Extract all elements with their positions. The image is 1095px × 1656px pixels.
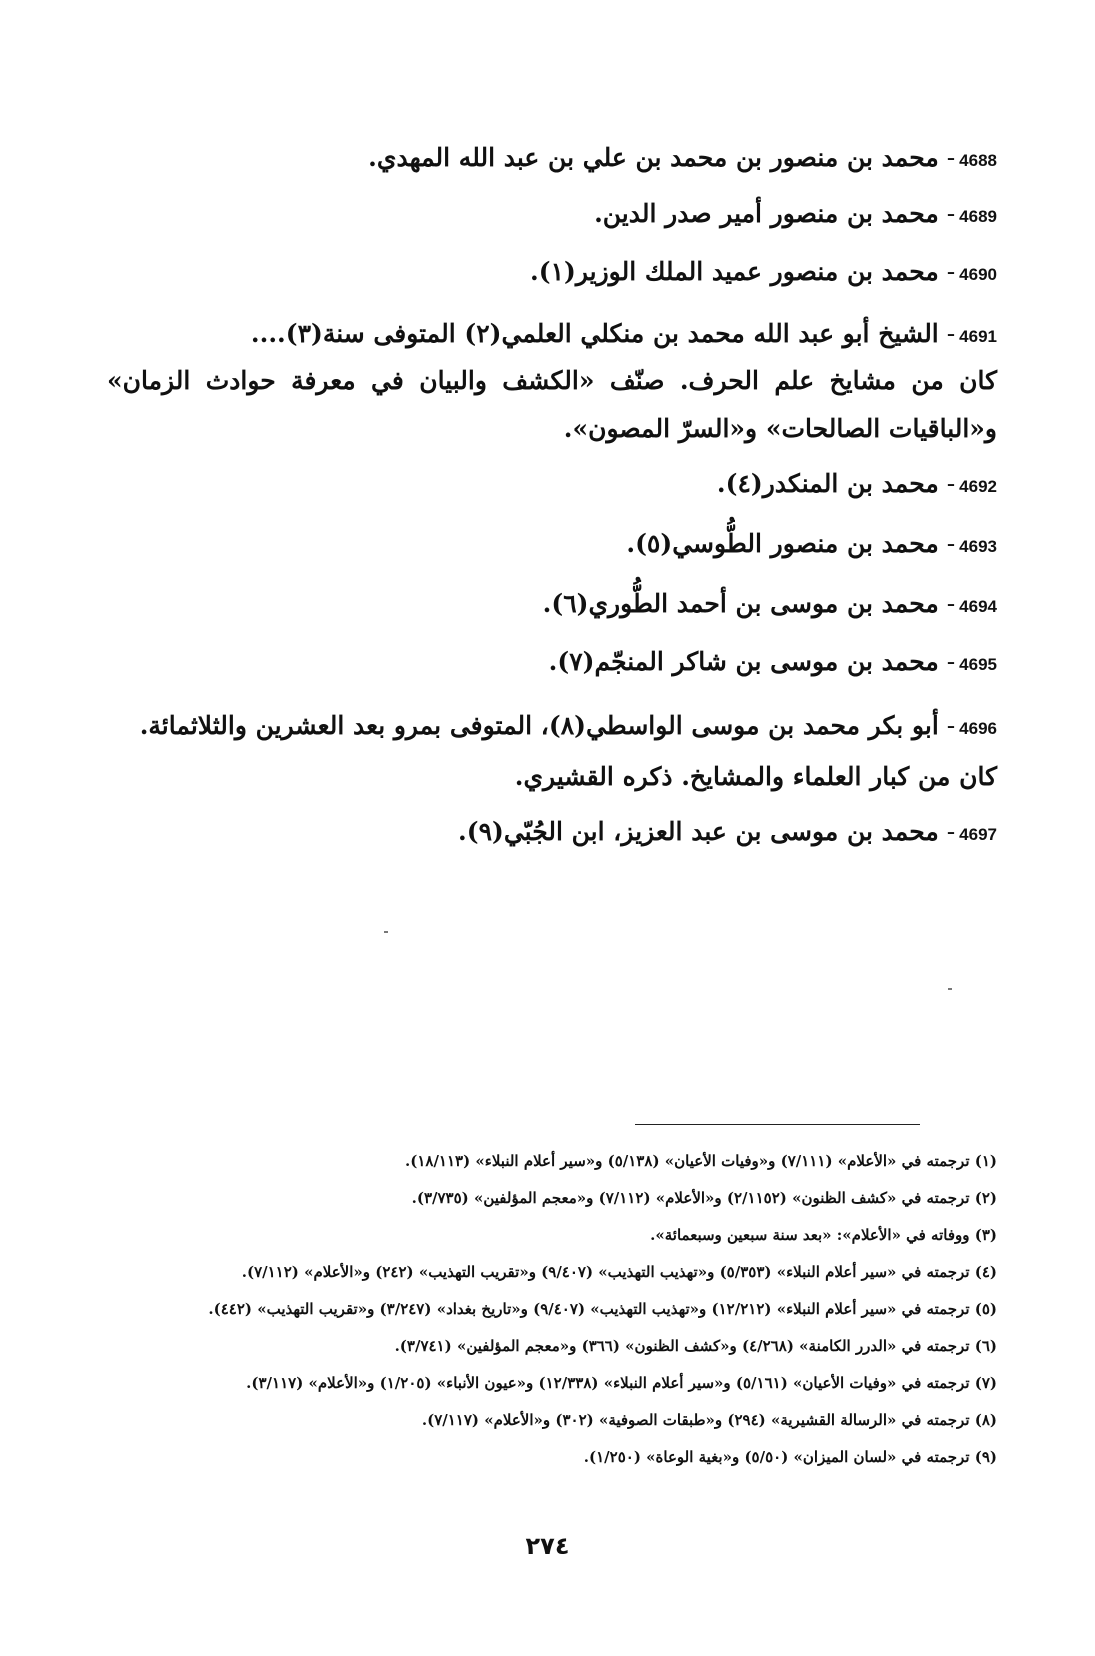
entry-text: محمد بن منصور بن محمد بن علي بن عبد الله المهدي. (368, 143, 939, 172)
entry-4697: 4697- محمد بن موسى بن عبد العزيز، ابن الجُبّي(٩). (458, 817, 997, 846)
footnote-4: (٤) ترجمته في «سير أعلام النبلاء» (٥/٣٥٣) و«تهذيب التهذيب» (٩/٤٠٧) و«تقريب التهذيب» (٢٤٢) و«الأعلام» (٧/١١٢). (241, 1263, 997, 1281)
speck-mark (384, 931, 388, 933)
entry-text: محمد بن المنكدر(٤). (716, 469, 939, 498)
entry-4693: 4693- محمد بن منصور الطُّوسي(٥). (626, 529, 997, 558)
entry-number: 4691 (959, 327, 997, 346)
entry-text: أبو بكر محمد بن موسى الواسطي(٨)، المتوفى بمرو بعد العشرين والثلاثمائة. كان من كبار العلماء والمشايخ. ذكره القشيري. (139, 711, 997, 791)
entry-number: 4695 (959, 655, 997, 674)
footnote-7: (٧) ترجمته في «وفيات الأعيان» (٥/١٦١) و«سير أعلام النبلاء» (١٢/٣٣٨) و«عيون الأنباء» (١/٢٠٥) و«الأعلام» (٣/١١٧). (246, 1374, 997, 1392)
entry-4695: 4695- محمد بن موسى بن شاكر المنجّم(٧). (548, 647, 997, 676)
entry-number: 4693 (959, 537, 997, 556)
entry-number: 4694 (959, 597, 997, 616)
footnote-2: (٢) ترجمته في «كشف الظنون» (٢/١١٥٢) و«الأعلام» (٧/١١٢) و«معجم المؤلفين» (٣/٧٣٥). (411, 1189, 997, 1207)
footnote-8: (٨) ترجمته في «الرسالة القشيرية» (٢٩٤) و«طبقات الصوفية» (٣٠٢) و«الأعلام» (٧/١١٧). (421, 1411, 997, 1429)
entry-number: 4692 (959, 477, 997, 496)
entry-text: محمد بن موسى بن شاكر المنجّم(٧). (548, 647, 939, 676)
footnote-1: (١) ترجمته في «الأعلام» (٧/١١١) و«وفيات الأعيان» (٥/١٣٨) و«سير أعلام النبلاء» (١٨/١١٣). (405, 1152, 997, 1170)
footnote-6: (٦) ترجمته في «الدرر الكامنة» (٤/٢٦٨) و«كشف الظنون» (٣٦٦) و«معجم المؤلفين» (٣/٧٤١). (394, 1337, 997, 1355)
footnote-3: (٣) ووفاته في «الأعلام»: «بعد سنة سبعين وسبعمائة». (650, 1226, 997, 1244)
footnote-divider (635, 1124, 920, 1125)
entry-number: 4690 (959, 265, 997, 284)
entry-number: 4689 (959, 207, 997, 226)
entry-4691-description: كان من مشايخ علم الحرف. صنّف «الكشف والبيان في معرفة حوادث الزمان» و«الباقيات الصالحات» و«السرّ المصون». (107, 366, 997, 443)
entry-text: محمد بن موسى بن أحمد الطُّوري(٦). (542, 589, 939, 618)
footnote-5: (٥) ترجمته في «سير أعلام النبلاء» (١٢/٢١٢) و«تهذيب التهذيب» (٩/٤٠٧) و«تاريخ بغداد» (٣/٢٤٧) و«تقريب التهذيب» (٤٤٢). (208, 1300, 997, 1318)
footnotes (117, 1143, 997, 1476)
entry-number: 4697 (959, 825, 997, 844)
entry-text: محمد بن منصور أمير صدر الدين. (594, 199, 939, 228)
entry-number: 4688 (959, 151, 997, 170)
entry-text: الشيخ أبو عبد الله محمد بن منكلي العلمي(٢) المتوفى سنة(٣).... (250, 319, 939, 348)
entry-4694: 4694- محمد بن موسى بن أحمد الطُّوري(٦). (542, 589, 997, 618)
entry-4690: 4690- محمد بن منصور عميد الملك الوزير(١). (530, 257, 997, 286)
entry-text: محمد بن منصور الطُّوسي(٥). (626, 529, 939, 558)
entry-4696: 4696- أبو بكر محمد بن موسى الواسطي(٨)، المتوفى بمرو بعد العشرين والثلاثمائة. كان من كبار العلماء والمشايخ. ذكره القشيري. (139, 711, 997, 791)
entry-text: محمد بن منصور عميد الملك الوزير(١). (530, 257, 939, 286)
entry-text: محمد بن موسى بن عبد العزيز، ابن الجُبّي(٩). (458, 817, 939, 846)
entry-4692: 4692- محمد بن المنكدر(٤). (716, 469, 997, 498)
footnote-9: (٩) ترجمته في «لسان الميزان» (٥/٥٠) و«بغية الوعاة» (١/٢٥٠). (583, 1448, 997, 1466)
entry-4689: 4689- محمد بن منصور أمير صدر الدين. (594, 199, 997, 228)
entry-4688: 4688- محمد بن منصور بن محمد بن علي بن عبد الله المهدي. (368, 143, 997, 172)
entry-4691: 4691- الشيخ أبو عبد الله محمد بن منكلي العلمي(٢) المتوفى سنة(٣).... (250, 319, 997, 348)
entry-number: 4696 (959, 719, 997, 738)
page-number: ٢٧٤ (525, 1532, 570, 1560)
speck-mark (948, 988, 952, 990)
